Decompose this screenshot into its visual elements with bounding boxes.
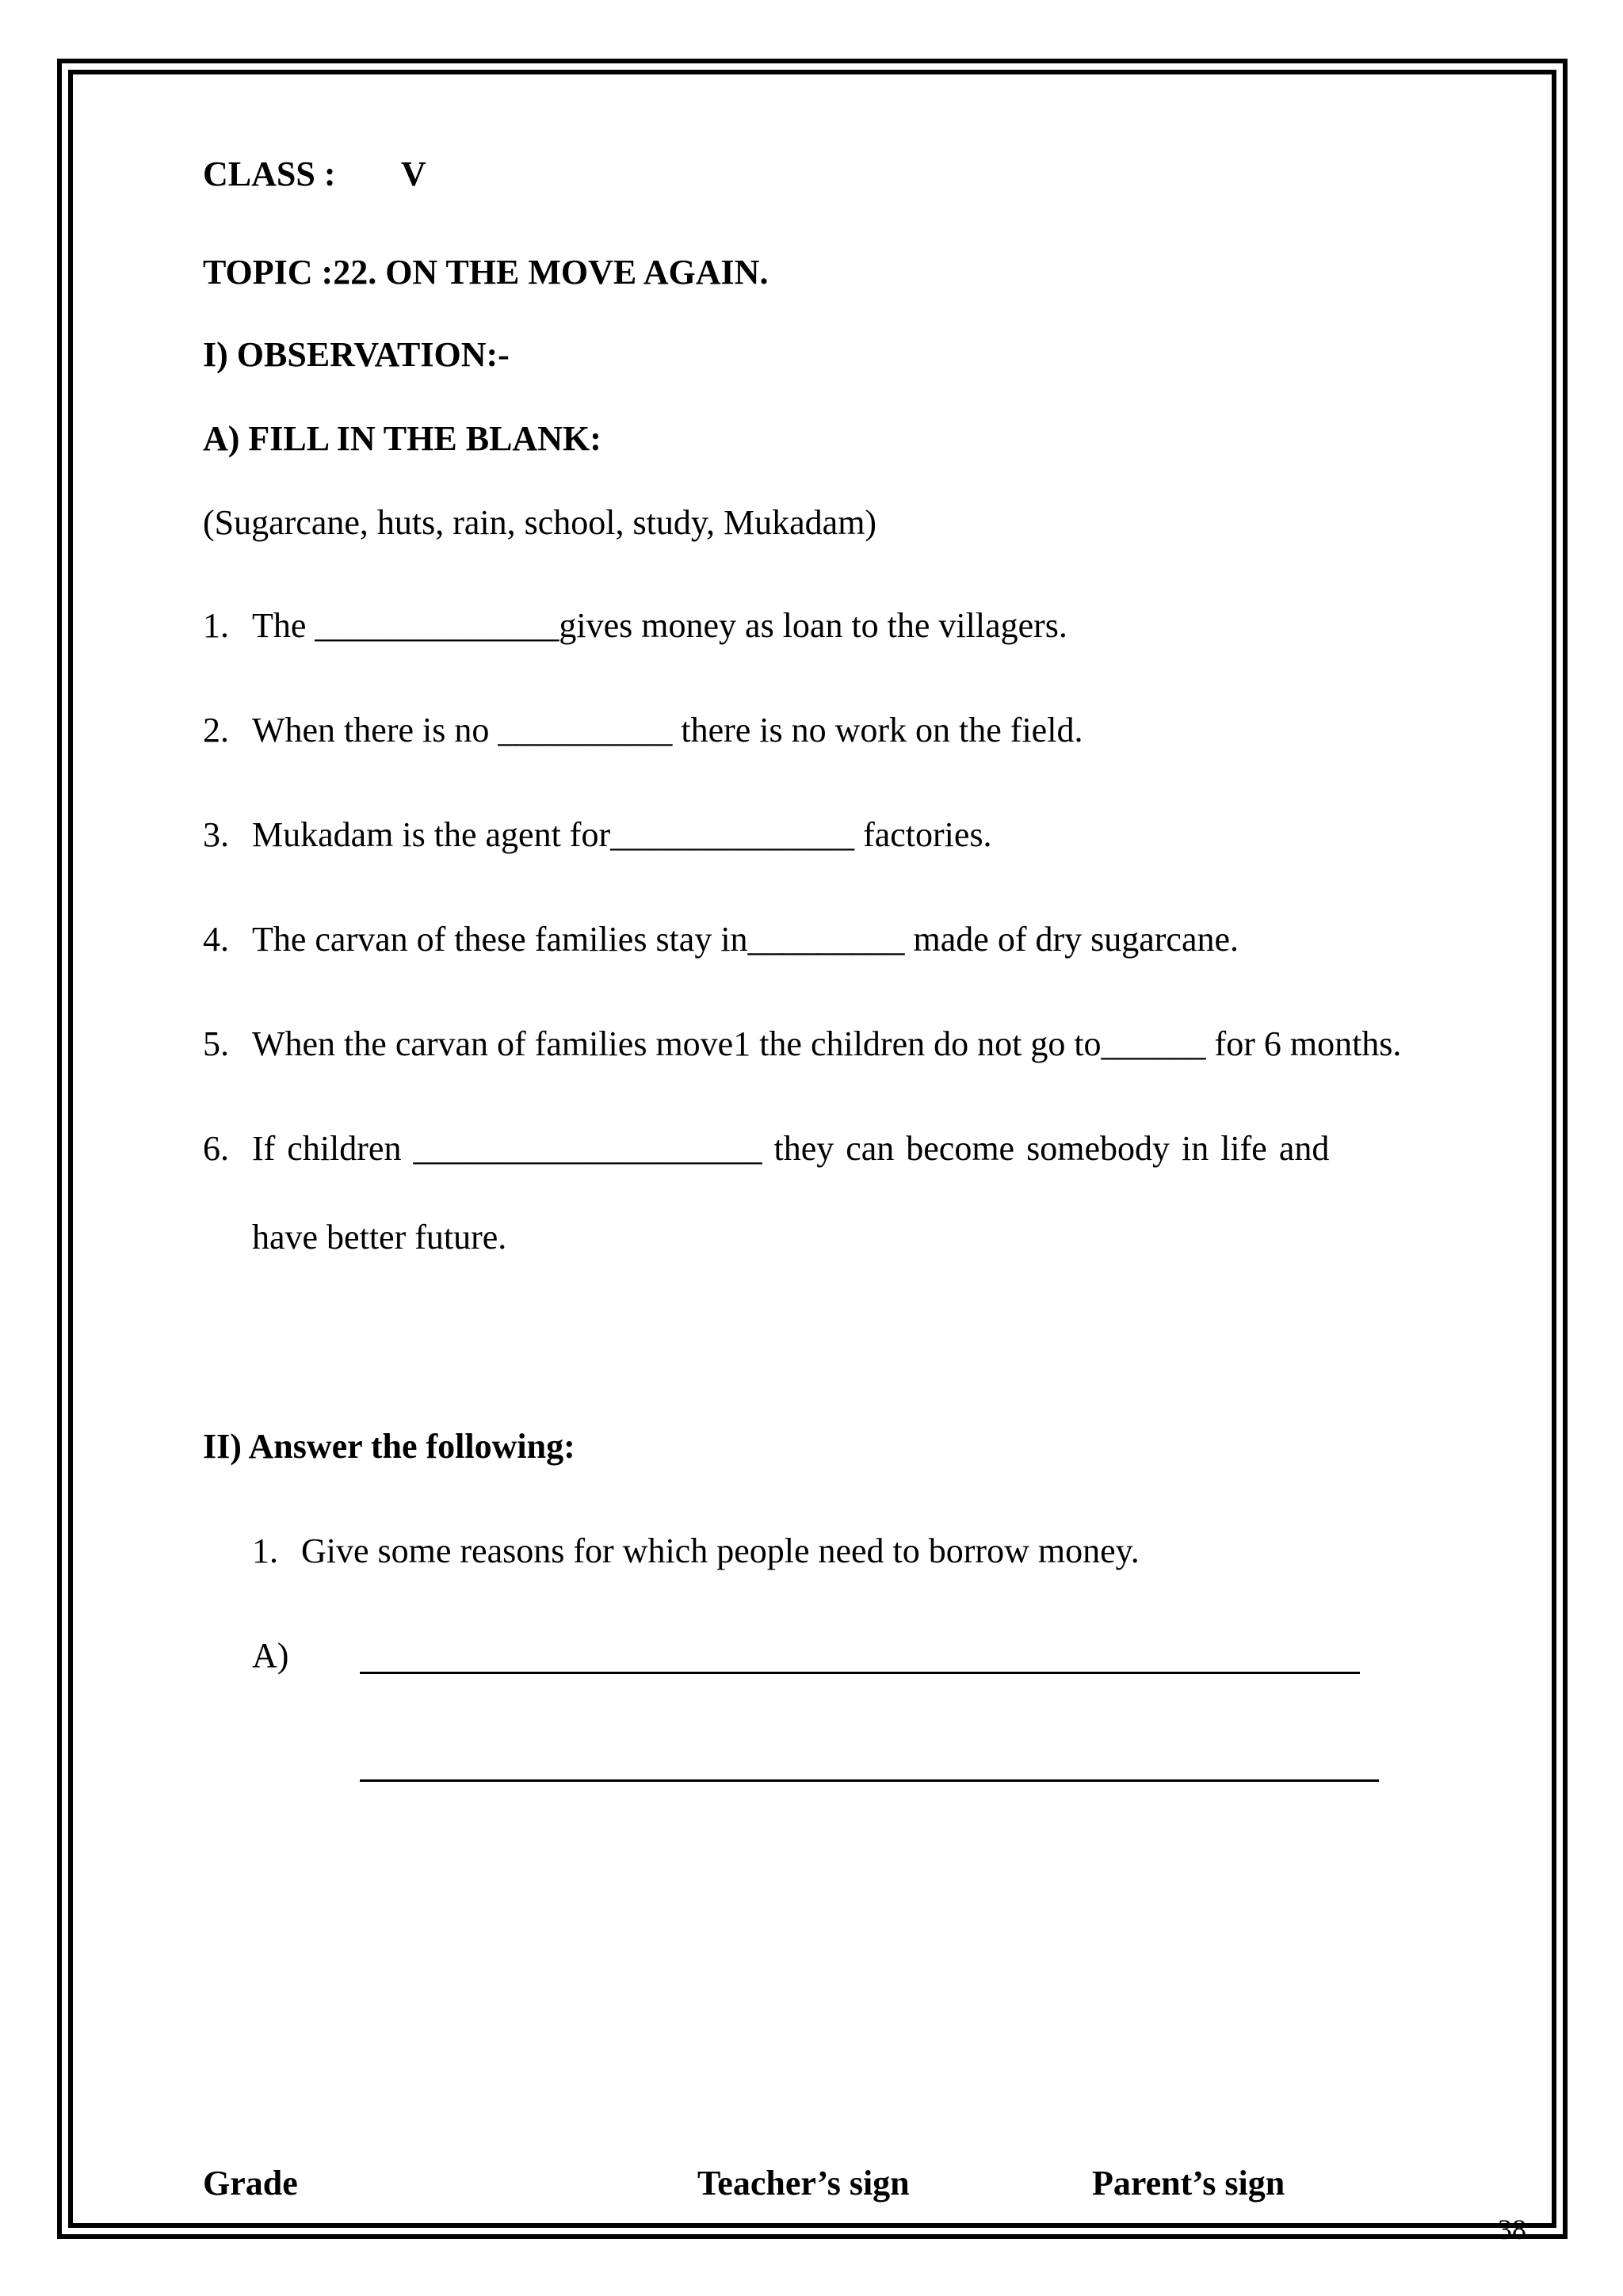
section-observation-heading: I) OBSERVATION:- (203, 335, 510, 374)
question-number: 1. (252, 1531, 278, 1570)
question-number: 2. (203, 711, 229, 749)
fill-blank-question: Mukadam is the agent for______________ factories. (252, 815, 992, 854)
answer-line[interactable] (360, 1779, 1379, 1782)
parent-sign-label: Parent’s sign (1092, 2164, 1285, 2203)
fill-blank-question: When the carvan of families move1 the children do not go to______ for 6 months. (252, 1024, 1402, 1063)
page-number: 38 (1498, 2214, 1526, 2245)
fill-blank-question-continuation: have better future. (252, 1218, 507, 1257)
fill-blank-question: If children ____________________ they can become somebody in life and (252, 1129, 1330, 1168)
grade-label: Grade (203, 2164, 298, 2203)
fill-blank-question: When there is no __________ there is no work on the field. (252, 711, 1083, 749)
question-number: 5. (203, 1024, 229, 1063)
class-label: CLASS : (203, 154, 336, 193)
fill-blank-heading: A) FILL IN THE BLANK: (203, 419, 601, 458)
fill-blank-question: The carvan of these families stay in_________ made of dry sugarcane. (252, 920, 1239, 959)
answer-question: Give some reasons for which people need to borrow money. (301, 1531, 1140, 1570)
answer-line[interactable] (360, 1672, 1360, 1674)
answer-label: A) (252, 1636, 289, 1675)
answer-section-heading: II) Answer the following: (203, 1427, 575, 1466)
topic-title: TOPIC :22. ON THE MOVE AGAIN. (203, 253, 769, 292)
word-bank: (Sugarcane, huts, rain, school, study, Mukadam) (203, 503, 877, 542)
question-number: 6. (203, 1129, 229, 1168)
question-number: 4. (203, 920, 229, 959)
question-number: 3. (203, 815, 229, 854)
question-number: 1. (203, 606, 229, 645)
class-value: V (401, 154, 426, 193)
teacher-sign-label: Teacher’s sign (697, 2164, 910, 2203)
fill-blank-question: The ______________gives money as loan to the villagers. (252, 606, 1067, 645)
